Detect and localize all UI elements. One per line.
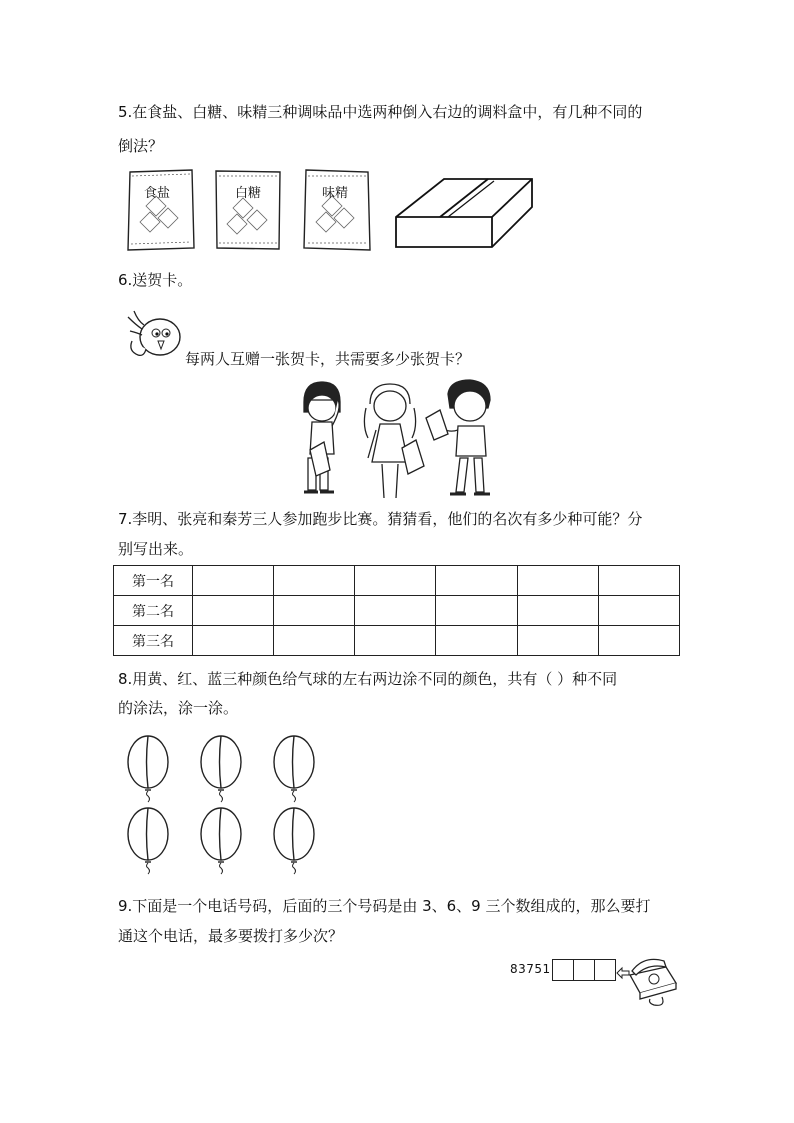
answer-cell[interactable]	[193, 596, 274, 626]
q6-title: 6.送贺卡。	[118, 271, 193, 289]
q8-text-line2: 的涂法，涂一涂。	[118, 699, 239, 717]
row-header-second: 第二名	[114, 596, 193, 626]
q5-text-line2: 倒法？	[118, 137, 164, 155]
bag-sugar-label: 白糖	[235, 186, 262, 201]
bird-icon	[124, 307, 186, 367]
balloon[interactable]	[128, 808, 168, 874]
answer-cell[interactable]	[193, 566, 274, 596]
answer-cell[interactable]	[598, 596, 679, 626]
answer-cell[interactable]	[436, 626, 517, 656]
bag-sugar-image	[213, 168, 283, 252]
answer-cell[interactable]	[274, 596, 355, 626]
answer-cell[interactable]	[517, 566, 598, 596]
children-illustration	[298, 378, 498, 506]
bag-msg-image	[302, 168, 372, 252]
table-row	[114, 566, 680, 596]
answer-cell[interactable]	[274, 626, 355, 656]
bag-msg-label: 味精	[322, 186, 349, 201]
q6-prompt: 每两人互赠一张贺卡，共需要多少张贺卡？	[185, 350, 471, 368]
bag-salt-image	[126, 168, 196, 252]
answer-cell[interactable]	[436, 596, 517, 626]
q9-text-line1: 9.下面是一个电话号码，后面的三个号码是由 3、6、9 三个数组成的，那么要打	[118, 897, 651, 915]
bag-salt-label: 食盐	[144, 186, 171, 201]
q9-text-line2: 通这个电话，最多要拨打多少次？	[118, 927, 344, 945]
answer-cell[interactable]	[517, 626, 598, 656]
answer-cell[interactable]	[355, 596, 436, 626]
phone-prefix: 83751	[510, 962, 551, 976]
digit-box[interactable]	[574, 960, 595, 981]
table-row	[114, 626, 680, 656]
balloon[interactable]	[128, 736, 168, 802]
balloon[interactable]	[274, 808, 314, 874]
q7-text-line1: 7.李明、张亮和秦芳三人参加跑步比赛。猜猜看，他们的名次有多少种可能？分	[118, 510, 643, 528]
balloon[interactable]	[201, 808, 241, 874]
q5-text-line1: 5.在食盐、白糖、味精三种调味品中选两种倒入右边的调料盒中，有几种不同的	[118, 103, 643, 121]
digit-boxes	[552, 959, 616, 985]
digit-box[interactable]	[553, 960, 574, 981]
balloon[interactable]	[201, 736, 241, 802]
seasoning-box-image	[394, 175, 534, 253]
answer-cell[interactable]	[355, 626, 436, 656]
telephone-icon	[626, 953, 678, 1011]
q8-text-line1: 8.用黄、红、蓝三种颜色给气球的左右两边涂不同的颜色，共有（ ）种不同	[118, 670, 618, 688]
balloons-group	[126, 734, 326, 878]
table-row	[114, 596, 680, 626]
answer-cell[interactable]	[274, 566, 355, 596]
q7-text-line2: 别写出来。	[118, 540, 194, 558]
ranking-table	[113, 565, 680, 656]
answer-cell[interactable]	[355, 566, 436, 596]
digit-box[interactable]	[595, 960, 616, 981]
answer-cell[interactable]	[436, 566, 517, 596]
answer-cell[interactable]	[193, 626, 274, 656]
balloon[interactable]	[274, 736, 314, 802]
answer-cell[interactable]	[598, 566, 679, 596]
row-header-third: 第三名	[114, 626, 193, 656]
row-header-first: 第一名	[114, 566, 193, 596]
answer-cell[interactable]	[517, 596, 598, 626]
answer-cell[interactable]	[598, 626, 679, 656]
